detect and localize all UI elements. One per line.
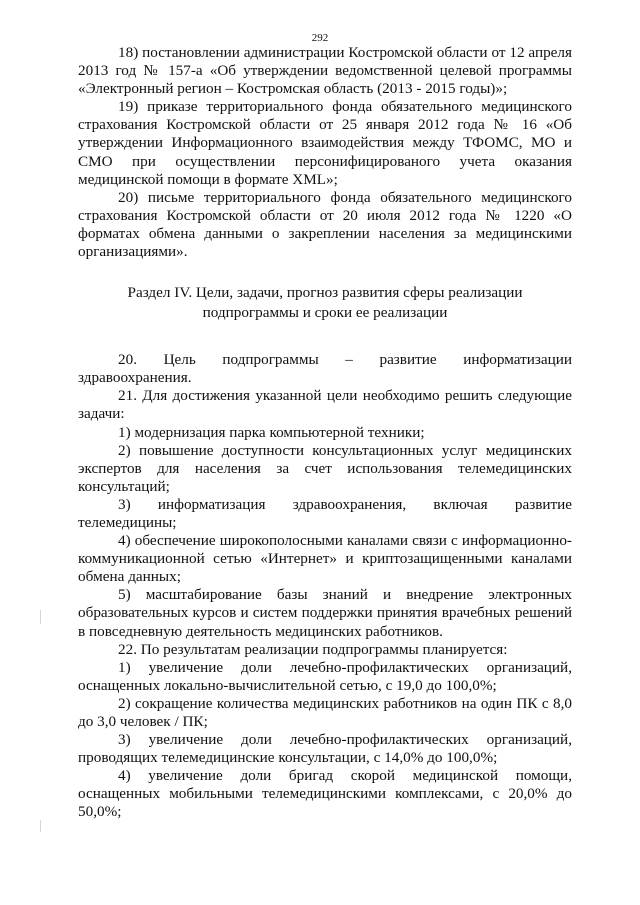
paragraph-tasks-intro: 21. Для достижения указанной цели необходимо решить следующие задачи:: [78, 387, 572, 423]
result-item-3: 3) увеличение доли лечебно-профилактических организаций, проводящих телемедицинские консультации, с 14,0% до 100,0%;: [78, 731, 572, 767]
paragraph-item-19: 19) приказе территориального фонда обязательного медицинского страхования Костромской области от 25 января 2012 года № 16 «Об утверждении Информационного взаимодействия между ТФОМС, МО и СМО при осуществлении персонифицированого учета оказания медицинской помощи в формате XML»;: [78, 98, 572, 188]
result-item-1: 1) увеличение доли лечебно-профилактических организаций, оснащенных локально-вычислительной сетью, с 19,0 до 100,0%;: [78, 658, 572, 694]
paragraph-item-20: 20) письме территориального фонда обязательного медицинского страхования Костромской области от 20 июля 2012 года № 1220 «О форматах обмена данными о закреплении населения за медицинскими организациями».: [78, 188, 572, 261]
task-item-5: 5) масштабирование базы знаний и внедрение электронных образовательных курсов и систем поддержки принятия врачебных решений в повседневную деятельность медицинских работников.: [78, 586, 572, 640]
section-heading-line-2: подпрограммы и сроки ее реализации: [202, 303, 448, 321]
paragraph-item-18: 18) постановлении администрации Костромской области от 12 апреля 2013 год № 157-а «Об утверждении ведомственной целевой программы «Электронный регион – Костромская область (2013 - 2015 годы)»;: [78, 44, 572, 98]
scan-margin-mark: [40, 610, 41, 624]
section-heading-line-1: Раздел IV. Цели, задачи, прогноз развития сферы реализации: [127, 284, 523, 302]
task-item-1: 1) модернизация парка компьютерной техники;: [118, 423, 425, 441]
task-item-2: 2) повышение доступности консультационных услуг медицинских экспертов для населения за счет использования телемедицинских консультаций;: [78, 441, 572, 495]
document-body: [78, 44, 572, 822]
task-item-4: 4) обеспечение широкополосными каналами связи с информационно-коммуникационной сетью «Интернет» и криптозащищенными каналами обмена данных;: [78, 532, 572, 586]
paragraph-goal: 20. Цель подпрограммы – развитие информатизации здравоохранения.: [78, 351, 572, 387]
task-item-3: 3) информатизация здравоохранения, включая развитие телемедицины;: [78, 495, 572, 531]
scan-margin-mark: [40, 820, 41, 832]
result-item-2: 2) сокращение количества медицинских работников на один ПК с 8,0 до 3,0 человек / ПК;: [78, 694, 572, 730]
paragraph-results-intro: 22. По результатам реализации подпрограммы планируется:: [118, 640, 508, 658]
section-heading: [78, 283, 572, 322]
page-number: 292: [311, 32, 329, 44]
result-item-4: 4) увеличение доли бригад скорой медицинской помощи, оснащенных мобильными телемедицинскими комплексами, с 20,0% до 50,0%;: [78, 767, 572, 821]
